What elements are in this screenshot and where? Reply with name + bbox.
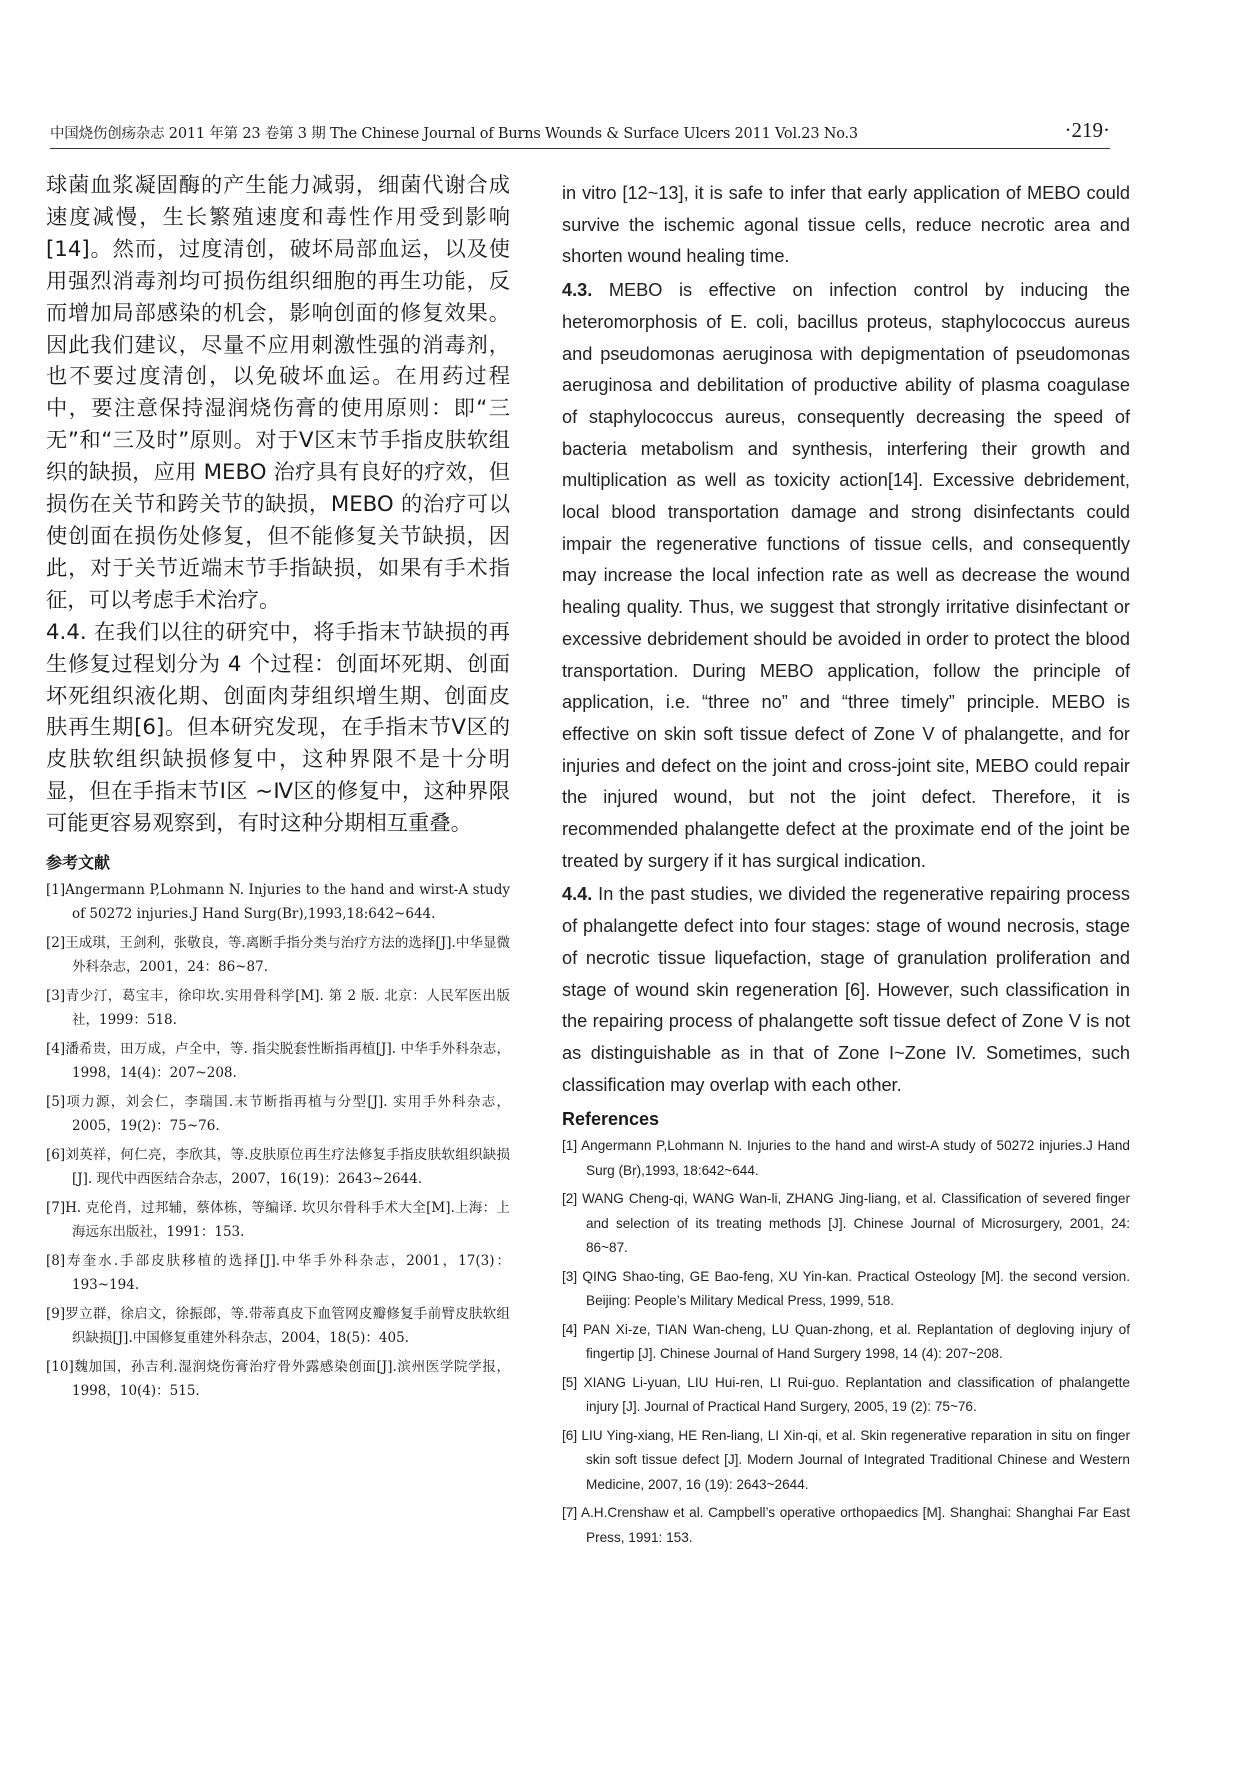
en-paragraph-1: in vitro [12~13], it is safe to infer that early application of MEBO could survive the ischemic agonal tissue cells, reduce necrotic area and shorten wound healing time. xyxy=(562,183,1130,267)
cn-reference-8: [8]寿奎水.手部皮肤移植的选择[J].中华手外科杂志，2001，17(3)：193~194. xyxy=(46,1253,510,1293)
left-column xyxy=(46,170,510,1409)
en-reference-5: [5] XIANG Li-yuan, LIU Hui-ren, LI Rui-guo. Replantation and classification of phalangette injury [J]. Journal of Practical Hand Surgery, 2005, 19 (2): 75~76. xyxy=(562,1374,1130,1415)
en-paragraph-2 xyxy=(562,275,1130,877)
running-header xyxy=(50,118,1110,146)
cn-reference-9: [9]罗立群，徐启文，徐振郎，等.带蒂真皮下血管网皮瓣修复手前臂皮肤软组织缺损[J].中国修复重建外科杂志，2004，18(5)：405. xyxy=(46,1306,510,1346)
cn-reference-4: [4]潘希贵，田万成，卢全中，等. 指尖脱套性断指再植[J]. 中华手外科杂志，1998，14(4)：207~208. xyxy=(46,1041,510,1081)
cn-reference-6: [6]刘英祥，何仁亮，李欣其，等.皮肤原位再生疗法修复手指皮肤软组织缺损 [J]. 现代中西医结合杂志，2007，16(19)：2643~2644. xyxy=(46,1147,510,1187)
right-column xyxy=(562,178,1130,1554)
en-reference-4: [4] PAN Xi-ze, TIAN Wan-cheng, LU Quan-zhong, et al. Replantation of degloving injury of fingertip [J]. Chinese Journal of Hand Surgery 1998, 14 (4): 207~208. xyxy=(562,1321,1130,1362)
english-body xyxy=(562,178,1130,1101)
section-label-4-3: 4.3. xyxy=(562,280,593,301)
en-paragraph-3 xyxy=(562,879,1130,1101)
en-references-heading: References xyxy=(562,1109,660,1130)
cn-reference-3: [3]青少汀，葛宝丰，徐印坎.实用骨科学[M]. 第 2 版. 北京：人民军医出版社，1999：518. xyxy=(46,988,510,1028)
cn-references-heading: 参考文献 xyxy=(46,853,111,873)
cn-reference-10: [10]魏加国，孙吉利.湿润烧伤膏治疗骨外露感染创面[J].滨州医学院学报，1998，10(4)：515. xyxy=(46,1359,510,1399)
en-reference-1: [1] Angermann P,Lohmann N. Injuries to the hand and wirst-A study of 50272 injuries.J Hand Surg (Br),1993, 18:642~644. xyxy=(562,1138,1130,1178)
cn-paragraph-2: 4.4. 在我们以往的研究中，将手指末节缺损的再生修复过程划分为 4 个过程：创面坏死期、创面坏死组织液化期、创面肉芽组织增生期、创面皮肤再生期[6]。但本研究发现，在手指末节Ⅴ区的皮肤软组织缺损修复中，这种界限不是十分明显，但在手指末节Ⅰ区 ~Ⅳ区的修复中，这种界限可能更容易观察到，有时这种分期相互重叠。 xyxy=(46,619,510,837)
header-rule xyxy=(50,148,1110,149)
cn-reference-list xyxy=(46,879,510,1403)
en-reference-list xyxy=(562,1134,1130,1550)
en-reference-7: [7] A.H.Crenshaw et al. Campbell’s operative orthopaedics [M]. Shanghai: Shanghai Far East Press, 1991: 153. xyxy=(562,1505,1130,1545)
journal-citation: 中国烧伤创疡杂志 2011 年第 23 卷第 3 期 The Chinese Journal of Burns Wounds & Surface Ulcers 2011 Vol.23 No.3 xyxy=(50,126,858,142)
en-reference-2: [2] WANG Cheng-qi, WANG Wan-li, ZHANG Jing-liang, et al. Classification of severed finger and selection of its treating methods [J]. Chinese Journal of Microsurgery, 2001, 24: 86~87. xyxy=(562,1191,1130,1256)
chinese-body xyxy=(46,170,510,840)
cn-reference-7: [7]H. 克伦肖，过邦辅，蔡体栋，等编译. 坎贝尔骨科手术大全[M].上海：上海远东出版社，1991：153. xyxy=(46,1200,510,1240)
en-reference-3: [3] QING Shao-ting, GE Bao-feng, XU Yin-kan. Practical Osteology [M]. the second version. Beijing: People’s Military Medical Press, 1999, 518. xyxy=(562,1268,1130,1309)
cn-paragraph-1: 球菌血浆凝固酶的产生能力减弱，细菌代谢合成速度减慢，生长繁殖速度和毒性作用受到影响[14]。然而，过度清创，破坏局部血运，以及使用强烈消毒剂均可损伤组织细胞的再生功能，反而增加局部感染的机会，影响创面的修复效果。因此我们建议，尽量不应用刺激性强的消毒剂，也不要过度清创，以免破坏血运。在用药过程中，要注意保持湿润烧伤膏的使用原则：即“三无”和“三及时”原则。对于Ⅴ区末节手指皮肤软组织的缺损，应用 MEBO 治疗具有良好的疗效，但损伤在关节和跨关节的缺损，MEBO 的治疗可以使创面在损伤处修复，但不能修复关节缺损，因此，对于关节近端末节手指缺损，如果有手术指征，可以考虑手术治疗。 xyxy=(46,173,510,613)
page-number: ·219· xyxy=(1064,118,1110,142)
cn-reference-5: [5]项力源，刘会仁，李瑞国.末节断指再植与分型[J]. 实用手外科杂志，2005，19(2)：75~76. xyxy=(46,1094,510,1134)
en-paragraph-3-text: In the past studies, we divided the regenerative repairing process of phalangette defect into four stages: stage of wound necrosis, stage of necrotic tissue liquefaction, stage of granulation proliferation and stage of wound skin regeneration [6]. However, such classification in the repairing process of phalangette soft tissue defect of Zone V is not as distinguishable as in that of Zone I~Zone IV. Sometimes, such classification may overlap with each other. xyxy=(562,884,1130,1095)
en-reference-6: [6] LIU Ying-xiang, HE Ren-liang, LI Xin-qi, et al. Skin regenerative reparation in situ on finger skin soft tissue defect [J]. Modern Journal of Integrated Traditional Chinese and Western Medicine, 2007, 16 (19): 2643~2644. xyxy=(562,1427,1130,1492)
cn-reference-1: [1]Angermann P,Lohmann N. Injuries to the hand and wirst-A study of 50272 injuries.J Hand Surg(Br),1993,18:642~644. xyxy=(46,882,510,922)
en-paragraph-2-text: MEBO is effective on infection control by inducing the heteromorphosis of E. coli, bacillus proteus, staphylococcus aureus and pseudomonas aeruginosa with depigmentation of pseudomonas aeruginosa and debilitation of productive ability of plasma coagulase of staphylococcus aureus, consequently decreasing the speed of bacteria metabolism and synthesis, interfering their growth and multiplication as well as toxicity action[14]. Excessive debridement, local blood transportation damage and strong disinfectants could impair the regenerative functions of tissue cells, and consequently may increase the local infection rate as well as decrease the wound healing quality. Thus, we suggest that strongly irritative disinfectant or excessive debridement should be avoided in order to protect the blood transportation. During MEBO application, follow the principle of application, i.e. “three no” and “three timely” principle. MEBO is effective on skin soft tissue defect of Zone V of phalangette, and for injuries and defect on the joint and cross-joint site, MEBO could repair the injured wound, but not the joint defect. Therefore, it is recommended phalangette defect at the proximate end of the joint be treated by surgery if it has surgical indication. xyxy=(562,280,1130,871)
cn-reference-2: [2]王成琪，王剑利，张敬良，等.离断手指分类与治疗方法的选择[J].中华显微外科杂志，2001，24：86~87. xyxy=(46,935,510,975)
section-label-4-4: 4.4. xyxy=(562,884,593,905)
